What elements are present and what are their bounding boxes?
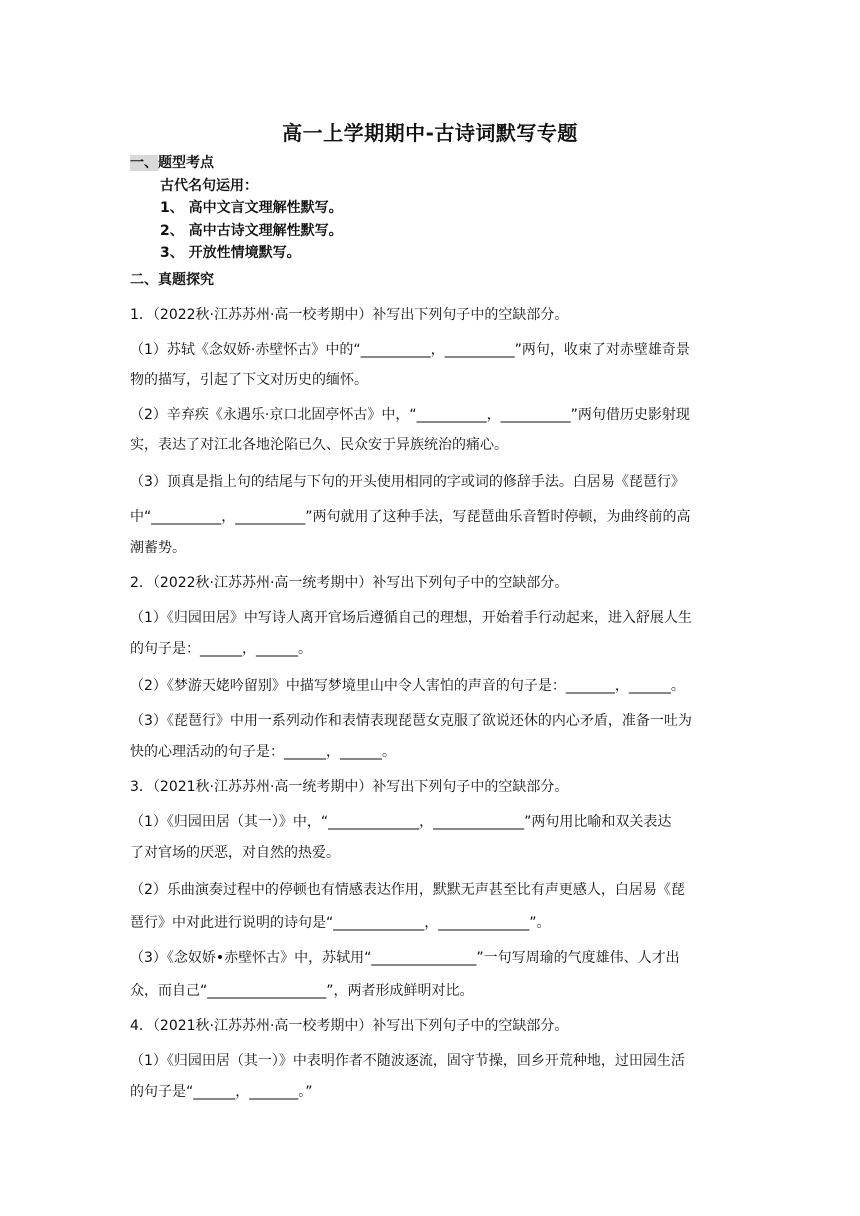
question-line: 的句子是“______，_______。” [130, 1084, 313, 1100]
list-item: 3、 开放性情境默写。 [160, 245, 301, 261]
question-line: 2．（2022秋·江苏苏州·高一统考期中）补写出下列句子中的空缺部分。 [130, 575, 569, 591]
question-line: （2）《梦游天姥吟留别》中描写梦境里山中令人害怕的声音的句子是：_______，______。 [130, 678, 685, 694]
question-line: 潮蓄势。 [130, 540, 186, 556]
section-heading-1 [130, 153, 730, 173]
question-line: 众，而自己“_________________”，两者形成鲜明对比。 [130, 983, 474, 999]
question-line: 的句子是：______，______。 [130, 641, 312, 657]
question-line: （1）《归园田居（其一）》中，“_____________，_____________”两句用比喻和双关表达 [130, 814, 672, 830]
question-line: 4．（2021秋·江苏苏州·高一校考期中）补写出下列句子中的空缺部分。 [130, 1018, 569, 1034]
section-number: 一、 [130, 155, 158, 171]
question-line: （2）乐曲演奏过程中的停顿也有情感表达作用，默默无声甚至比有声更感人，白居易《琵 [130, 882, 685, 898]
question-line: （3）《念奴娇•赤壁怀古》中，苏轼用“_______________”一句写周瑜的气度雄伟、人才出 [130, 950, 680, 966]
question-line: （3）顶真是指上句的结尾与下句的开头使用相同的字或词的修辞手法。白居易《琵琶行》 [130, 474, 685, 490]
question-line: 3．（2021秋·江苏苏州·高一统考期中）补写出下列句子中的空缺部分。 [130, 779, 569, 795]
question-line: 1．（2022秋·江苏苏州·高一校考期中）补写出下列句子中的空缺部分。 [130, 307, 569, 323]
question-line: （3）《琵琶行》中用一系列动作和表情表现琵琶女克服了欲说还休的内心矛盾，准备一吐为 [130, 713, 692, 729]
list-item: 2、 高中古诗文理解性默写。 [160, 223, 343, 239]
section-heading-2: 二、真题探究 [130, 272, 214, 288]
question-line: 中“__________，__________”两句就用了这种手法，写琵琶曲乐音暂时停顿，为曲终前的高 [130, 509, 691, 525]
question-line: 物的描写，引起了下文对历史的缅怀。 [130, 372, 368, 388]
question-line: （1）《归园田居》中写诗人离开官场后遵循自己的理想，开始着手行动起来，进入舒展人生 [130, 610, 692, 626]
question-line: （1）《归园田居（其一）》中表明作者不随波逐流，固守节操，回乡开荒种地，过田园生活 [130, 1053, 685, 1069]
section-intro: 古代名句运用： [160, 178, 258, 194]
page-title: 高一上学期期中-古诗词默写专题 [282, 121, 578, 145]
question-line: 琶行》中对此进行说明的诗句是“_____________，_____________”。 [130, 915, 551, 931]
question-line: 快的心理活动的句子是：______，______。 [130, 744, 396, 760]
question-line: 了对官场的厌恶，对自然的热爱。 [130, 845, 340, 861]
list-item: 1、 高中文言文理解性默写。 [160, 200, 343, 216]
question-line: 实，表达了对江北各地沦陷已久、民众安于异族统治的痛心。 [130, 437, 508, 453]
question-line: （2）辛弃疾《永遇乐·京口北固亭怀古》中，“__________，__________”两句借历史影射现 [130, 407, 690, 423]
question-line: （1）苏轼《念奴娇·赤壁怀古》中的“__________，__________”两句，收束了对赤壁雄奇景 [130, 342, 690, 358]
section-heading-text: 题型考点 [158, 155, 214, 171]
